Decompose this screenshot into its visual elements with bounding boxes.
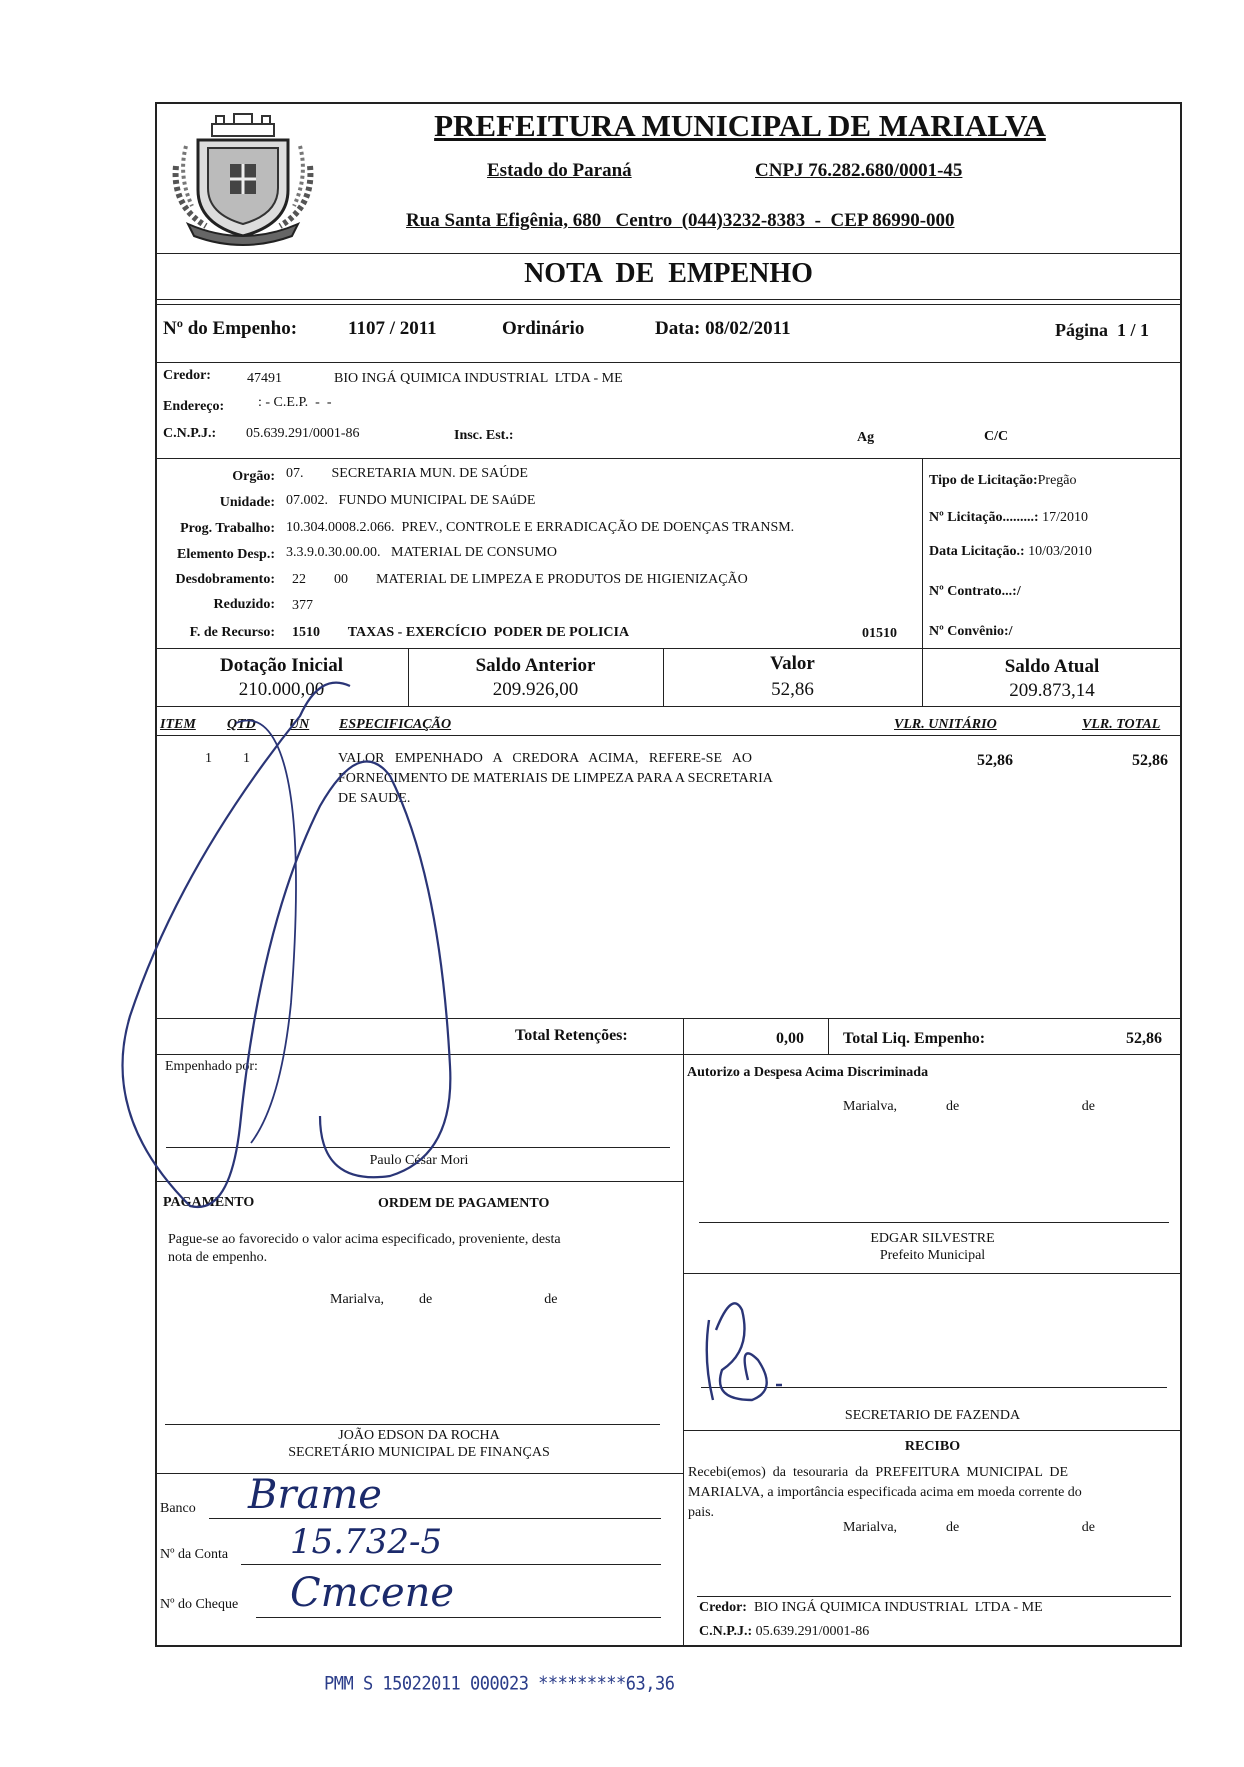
dotacao-inicial-value: 210.000,00 (238, 679, 325, 700)
row-spec-line2: FORNECIMENTO DE MATERIAIS DE LIMPEZA PARA A SECRETARIA (338, 771, 773, 786)
total-retencoes-label: Total Retenções: (515, 1027, 628, 1044)
prefeitura-title: PREFEITURA MUNICIPAL DE MARIALVA (434, 108, 1046, 143)
col-vlr-total: VLR. TOTAL (1082, 717, 1161, 732)
valor-value: 52,86 (771, 679, 814, 700)
banco-handwritten: Brame (248, 1472, 382, 1518)
empenhado-name: Paulo César Mori (369, 1153, 469, 1168)
secretario-financas-title: SECRETÁRIO MUNICIPAL DE FINANÇAS (288, 1445, 550, 1460)
unidade-value: 07.002. FUNDO MUNICIPAL DE SAúDE (286, 493, 536, 508)
row-qtd: 1 (243, 751, 250, 766)
reduzido-value: 377 (292, 598, 313, 613)
footer-stamp: PMM S 15022011 000023 *********63,36 (324, 1673, 675, 1695)
credor-label: Credor: (163, 368, 211, 383)
endereco-label: Endereço: (163, 399, 225, 414)
row-item: 1 (205, 751, 212, 766)
credor-name: BIO INGÁ QUIMICA INDUSTRIAL LTDA - ME (334, 371, 623, 386)
empenho-date: Data: 08/02/2011 (655, 318, 791, 339)
address-line: Rua Santa Efigênia, 680 Centro (044)3232-8383 - CEP 86990-000 (406, 210, 955, 231)
secretario-fazenda: SECRETARIO DE FAZENDA (844, 1408, 1021, 1423)
valor-label: Valor (770, 653, 815, 674)
total-liq-label: Total Liq. Empenho: (843, 1030, 986, 1047)
total-liq-value: 52,86 (1126, 1030, 1162, 1047)
saldo-atual-label: Saldo Atual (1004, 656, 1100, 677)
credor-code: 47491 (247, 371, 282, 386)
secretario-signature (707, 1303, 782, 1400)
conta-label: Nº da Conta (160, 1547, 229, 1562)
dotacao-inicial-label: Dotação Inicial (220, 655, 343, 676)
empenho-label: Nº do Empenho: (163, 318, 298, 339)
secretario-financas-name: JOÃO EDSON DA ROCHA (338, 1428, 500, 1443)
ag-label: Ag (857, 430, 875, 445)
cnpj-header: CNPJ 76.282.680/0001-45 (755, 160, 963, 181)
endereco-value: : - C.E.P. - - (258, 395, 332, 410)
prefeito-name: EDGAR SILVESTRE (870, 1231, 995, 1246)
col-item: ITEM (160, 717, 196, 732)
recibo-text3: pais. (688, 1505, 715, 1520)
prog-value: 10.304.0008.2.066. PREV., CONTROLE E ERRADICAÇÃO DE DOENÇAS TRANSM. (286, 520, 795, 535)
pagamento-label: PAGAMENTO (163, 1195, 255, 1210)
banco-label: Banco (160, 1501, 196, 1516)
recibo-cnpj: C.N.P.J.: 05.639.291/0001-86 (699, 1624, 870, 1639)
num-licitacao: Nº Licitação.........: 17/2010 (929, 510, 1088, 525)
desdobramento-value: 22 00 MATERIAL DE LIMPEZA E PRODUTOS DE HIGIENIZAÇÃO (292, 572, 748, 587)
cheque-label: Nº do Cheque (160, 1597, 239, 1612)
num-convenio: Nº Convênio:/ (929, 624, 1013, 639)
conta-handwritten: 15.732-5 (290, 1522, 443, 1562)
empenhado-signature (123, 683, 451, 1207)
recurso-value: 1510 TAXAS - EXERCÍCIO PODER DE POLICIA (292, 625, 630, 640)
total-retencoes-value: 0,00 (776, 1030, 804, 1047)
cnpj-value: 05.639.291/0001-86 (246, 426, 360, 441)
recibo-text2: MARIALVA, a importância especificada acima em moeda corrente do (688, 1485, 1082, 1500)
desdobramento-label: Desdobramento: (175, 572, 275, 587)
col-un: UN (289, 717, 310, 732)
recurso-label: F. de Recurso: (189, 625, 275, 640)
cheque-handwritten: Cmcene (290, 1570, 455, 1616)
cc-label: C/C (984, 429, 1009, 444)
pagamento-city: Marialva, de de (330, 1292, 558, 1307)
elemento-label: Elemento Desp.: (177, 547, 275, 562)
col-vlr-unitario: VLR. UNITÁRIO (894, 717, 997, 732)
recurso-code: 01510 (862, 626, 897, 641)
saldo-atual-value: 209.873,14 (1009, 680, 1095, 701)
pagamento-text2: nota de empenho. (168, 1250, 268, 1265)
col-especificacao: ESPECIFICAÇÃO (339, 717, 452, 732)
orgao-label: Orgão: (232, 469, 275, 484)
col-qtd: QTD (227, 717, 256, 732)
recibo-text1: Recebi(emos) da tesouraria da PREFEITURA MUNICIPAL DE (688, 1465, 1069, 1480)
ordem-pagamento-label: ORDEM DE PAGAMENTO (378, 1196, 550, 1211)
empenhado-label: Empenhado por: (165, 1059, 258, 1074)
page-number: Página 1 / 1 (1055, 320, 1150, 340)
recibo-credor: Credor: BIO INGÁ QUIMICA INDUSTRIAL LTDA - ME (699, 1600, 1043, 1615)
unidade-label: Unidade: (219, 495, 275, 510)
doc-title: NOTA DE EMPENHO (524, 258, 813, 289)
elemento-value: 3.3.9.0.30.00.00. MATERIAL DE CONSUMO (286, 545, 557, 560)
saldo-anterior-label: Saldo Anterior (475, 655, 596, 676)
num-contrato: Nº Contrato...:/ (929, 584, 1021, 599)
state-label: Estado do Paraná (487, 160, 632, 181)
autorizo-label: Autorizo a Despesa Acima Discriminada (687, 1065, 929, 1080)
data-licitacao: Data Licitação.: 10/03/2010 (929, 544, 1092, 559)
prefeito-title: Prefeito Municipal (879, 1248, 986, 1263)
prog-label: Prog. Trabalho: (180, 521, 275, 536)
recibo-city: Marialva, de de (843, 1520, 1095, 1535)
row-spec-line1: VALOR EMPENHADO A CREDORA ACIMA, REFERE-SE AO (338, 751, 752, 766)
recibo-title: RECIBO (904, 1439, 961, 1454)
pagamento-text1: Pague-se ao favorecido o valor acima especificado, proveniente, desta (168, 1232, 561, 1247)
row-vlr-unitario: 52,86 (977, 752, 1013, 769)
orgao-value: 07. SECRETARIA MUN. DE SAÚDE (286, 466, 528, 481)
cnpj-label: C.N.P.J.: (163, 426, 217, 441)
tipo-licitacao: Tipo de Licitação:Pregão (929, 473, 1077, 488)
row-vlr-total: 52,86 (1132, 752, 1168, 769)
saldo-anterior-value: 209.926,00 (492, 679, 579, 700)
insc-est-label: Insc. Est.: (454, 428, 514, 443)
reduzido-label: Reduzido: (213, 597, 275, 612)
empenho-number: 1107 / 2011 (348, 318, 437, 339)
row-spec-line3: DE SAUDE. (338, 791, 411, 806)
empenho-type: Ordinário (502, 318, 585, 339)
autorizo-city: Marialva, de de (843, 1099, 1095, 1114)
